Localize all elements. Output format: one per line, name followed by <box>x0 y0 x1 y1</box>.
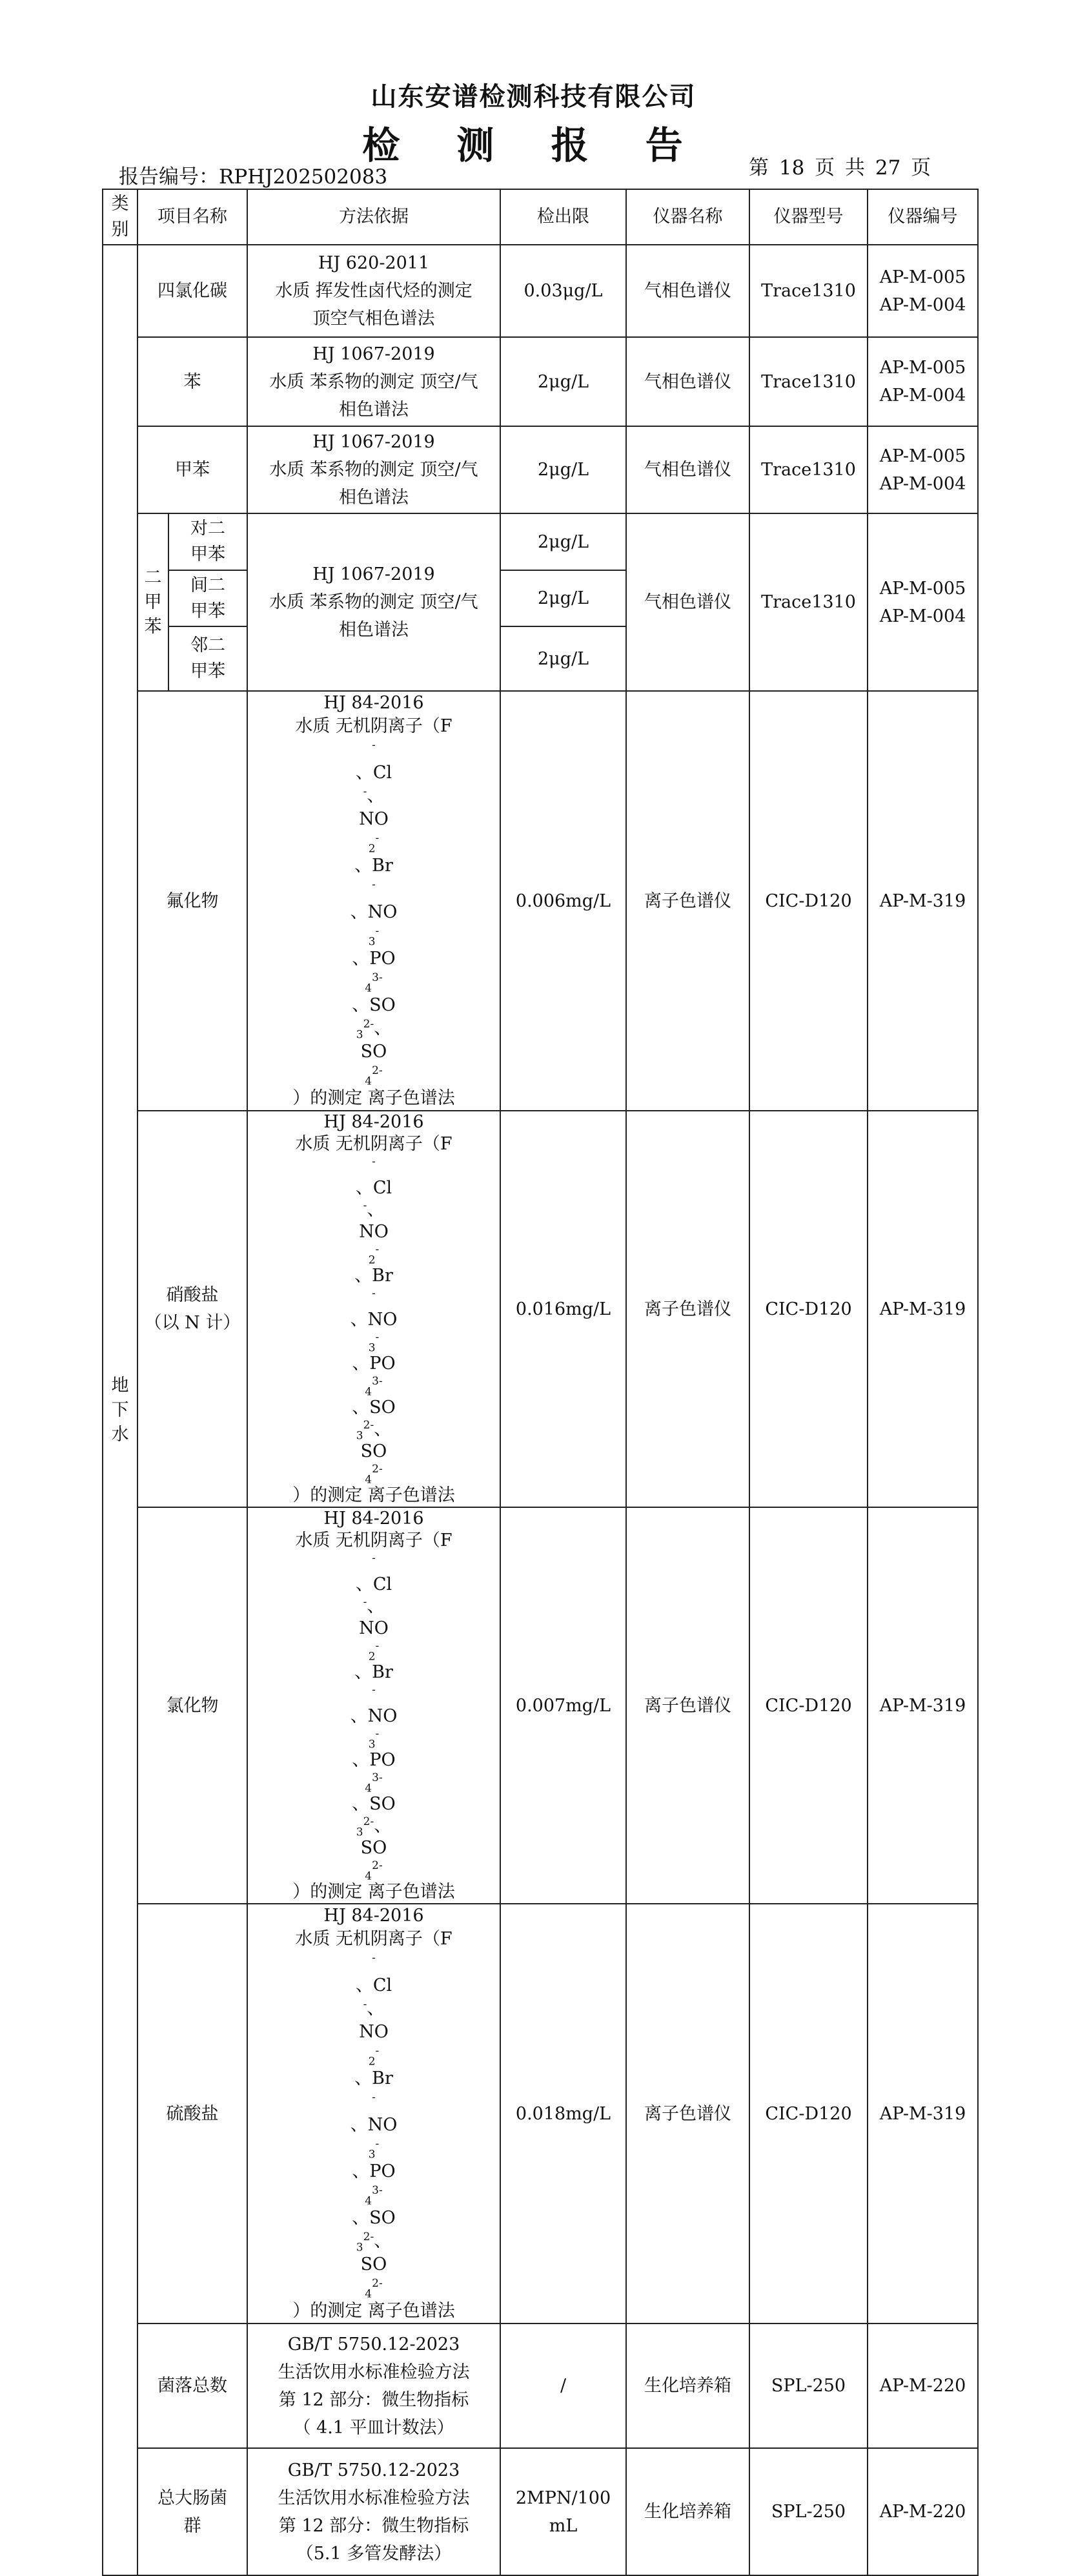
model-cell: SPL-250 <box>749 2448 868 2575</box>
limit-cell: / <box>500 2324 626 2448</box>
limit-cell: 2μg/L <box>500 426 626 513</box>
limit-cell: 0.006mg/L <box>500 691 626 1111</box>
table-row <box>103 2448 978 2575</box>
method-cell: HJ 1067-2019 水质 苯系物的测定 顶空/气 相色谱法 <box>247 513 500 691</box>
table-row <box>103 245 978 337</box>
item-cell: 硝酸盐 （以 N 计） <box>137 1111 247 1507</box>
instrument-cell: 气相色谱仪 <box>626 245 749 337</box>
number-cell: AP-M-319 <box>868 691 978 1111</box>
number-cell: AP-M-005 AP-M-004 <box>868 337 978 426</box>
header-item: 项目名称 <box>137 189 247 245</box>
subitem-cell: 邻二甲苯 <box>168 626 247 691</box>
instrument-cell: 离子色谱仪 <box>626 1507 749 1904</box>
instrument-cell: 离子色谱仪 <box>626 691 749 1111</box>
model-cell: Trace1310 <box>749 337 868 426</box>
number-cell: AP-M-005 AP-M-004 <box>868 245 978 337</box>
method-cell: HJ 620-2011 水质 挥发性卤代烃的测定 顶空气相色谱法 <box>247 245 500 337</box>
method-cell: HJ 1067-2019 水质 苯系物的测定 顶空/气 相色谱法 <box>247 337 500 426</box>
item-cell: 氟化物 <box>137 691 247 1111</box>
table-row <box>103 337 978 426</box>
method-cell: HJ 84-2016 水质 无机阴离子（F - 、Cl -、 NO $_2$- 、Br - 、NO $_3$- 、PO $_4^{3-}$ 、SO $_3^{2-}$、 SO $_4^{2-}$ ）的测定 离子色谱法 <box>247 1904 500 2324</box>
method-cell: HJ 1067-2019 水质 苯系物的测定 顶空/气 相色谱法 <box>247 426 500 513</box>
method-cell: HJ 84-2016 水质 无机阴离子（F - 、Cl -、 NO $_2$- 、Br - 、NO $_3$- 、PO $_4^{3-}$ 、SO $_3^{2-}$、 SO $_4^{2-}$ ）的测定 离子色谱法 <box>247 1111 500 1507</box>
number-cell: AP-M-319 <box>868 1507 978 1904</box>
limit-cell: 2μg/L <box>500 337 626 426</box>
company-name: 山东安谱检测科技有限公司 <box>371 81 696 112</box>
item-cell: 菌落总数 <box>137 2324 247 2448</box>
model-cell: CIC-D120 <box>749 691 868 1111</box>
limit-cell: 0.03μg/L <box>500 245 626 337</box>
instrument-cell: 气相色谱仪 <box>626 426 749 513</box>
limit-cell: 2MPN/100mL <box>500 2448 626 2575</box>
model-cell: CIC-D120 <box>749 1507 868 1904</box>
item-cell: 苯 <box>137 337 247 426</box>
subitem-cell: 对二甲苯 <box>168 513 247 570</box>
table-row <box>103 1904 978 2324</box>
model-cell: CIC-D120 <box>749 1111 868 1507</box>
method-cell: GB/T 5750.12-2023 生活饮用水标准检验方法 第 12 部分：微生物指标 （5.1 多管发酵法） <box>247 2448 500 2575</box>
item-cell: 四氯化碳 <box>137 245 247 337</box>
header-number: 仪器编号 <box>868 189 978 245</box>
table-row <box>103 513 978 570</box>
limit-cell: 0.016mg/L <box>500 1111 626 1507</box>
method-table <box>102 189 979 2576</box>
report-title: 检 测 报 告 <box>362 123 705 167</box>
model-cell: Trace1310 <box>749 426 868 513</box>
limit-cell: 0.018mg/L <box>500 1904 626 2324</box>
number-cell: AP-M-319 <box>868 1111 978 1507</box>
instrument-cell: 离子色谱仪 <box>626 1111 749 1507</box>
limit-cell: 2μg/L <box>500 513 626 570</box>
table-row <box>103 2324 978 2448</box>
number-cell: AP-M-005 AP-M-004 <box>868 426 978 513</box>
header-instrument: 仪器名称 <box>626 189 749 245</box>
item-cell: 硫酸盐 <box>137 1904 247 2324</box>
item-cell: 总大肠菌群 <box>137 2448 247 2575</box>
table-row <box>103 1111 978 1507</box>
item-cell: 甲苯 <box>137 426 247 513</box>
header-limit: 检出限 <box>500 189 626 245</box>
table-row <box>103 1507 978 1904</box>
limit-cell: 2μg/L <box>500 570 626 626</box>
limit-cell: 2μg/L <box>500 626 626 691</box>
number-cell: AP-M-319 <box>868 1904 978 2324</box>
table-row <box>103 691 978 1111</box>
method-cell: GB/T 5750.12-2023 生活饮用水标准检验方法 第 12 部分：微生物指标 （ 4.1 平皿计数法） <box>247 2324 500 2448</box>
item-cell: 氯化物 <box>137 1507 247 1904</box>
model-cell: Trace1310 <box>749 513 868 691</box>
table-row <box>103 426 978 513</box>
number-cell: AP-M-220 <box>868 2448 978 2575</box>
xylene-group-text: 二甲苯 <box>144 567 162 637</box>
method-cell: HJ 84-2016 水质 无机阴离子（F - 、Cl -、 NO $_2$- 、Br - 、NO $_3$- 、PO $_4^{3-}$ 、SO $_3^{2-}$、 SO $_4^{2-}$ ）的测定 离子色谱法 <box>247 691 500 1111</box>
model-cell: Trace1310 <box>749 245 868 337</box>
header-category: 类别 <box>103 189 137 245</box>
report-number: 报告编号：RPHJ202502083 <box>119 165 388 189</box>
category-cell <box>103 245 137 2575</box>
model-cell: CIC-D120 <box>749 1904 868 2324</box>
header-method: 方法依据 <box>247 189 500 245</box>
subitem-cell: 间二甲苯 <box>168 570 247 626</box>
number-cell: AP-M-220 <box>868 2324 978 2448</box>
model-cell: SPL-250 <box>749 2324 868 2448</box>
number-cell: AP-M-005 AP-M-004 <box>868 513 978 691</box>
method-cell: HJ 84-2016 水质 无机阴离子（F - 、Cl -、 NO $_2$- 、Br - 、NO $_3$- 、PO $_4^{3-}$ 、SO $_3^{2-}$、 SO $_4^{2-}$ ）的测定 离子色谱法 <box>247 1507 500 1904</box>
instrument-cell: 生化培养箱 <box>626 2448 749 2575</box>
instrument-cell: 气相色谱仪 <box>626 337 749 426</box>
page-info: 第 18 页 共 27 页 <box>749 156 931 180</box>
xylene-group-cell <box>137 513 168 691</box>
instrument-cell: 气相色谱仪 <box>626 513 749 691</box>
category-text: 地下水 <box>111 1375 129 1445</box>
header-model: 仪器型号 <box>749 189 868 245</box>
limit-cell: 0.007mg/L <box>500 1507 626 1904</box>
instrument-cell: 离子色谱仪 <box>626 1904 749 2324</box>
instrument-cell: 生化培养箱 <box>626 2324 749 2448</box>
